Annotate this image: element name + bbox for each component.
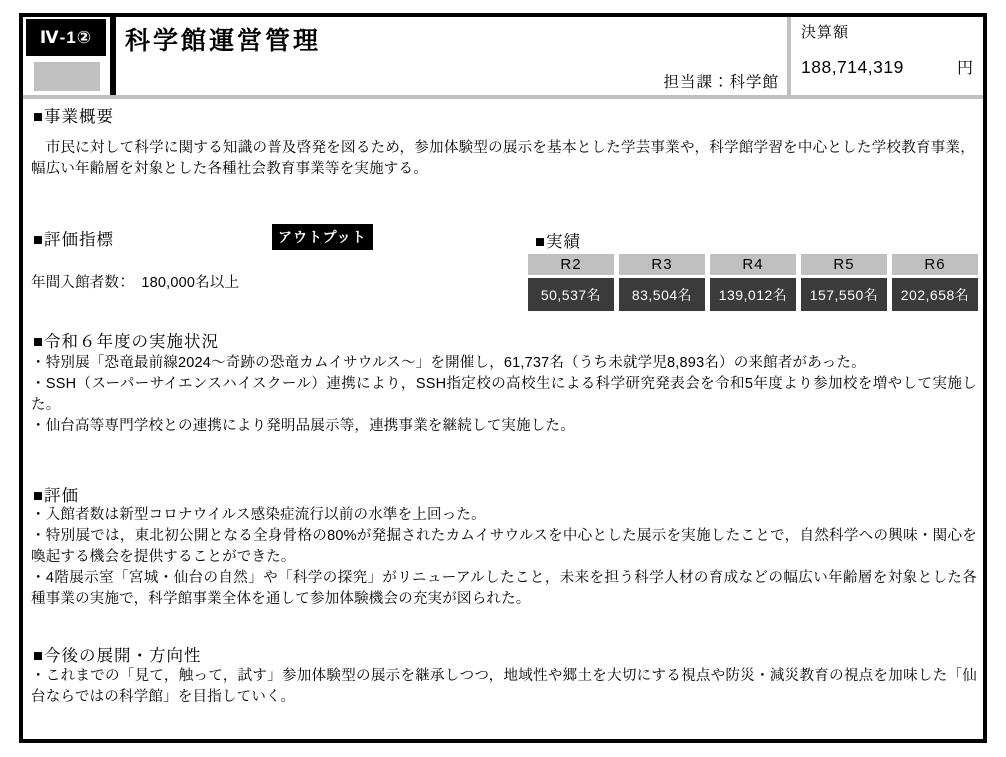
results-value-cell: 83,504名 (619, 278, 705, 311)
budget-label: 決算額 (801, 24, 850, 41)
results-value-cell: 50,537名 (528, 278, 614, 311)
results-table (528, 254, 978, 311)
evaluation-item: ・4階展示室「宮城・仙台の自然」や「科学の探究」がリニューアルしたこと，未来を担う科学人材の育成などの幅広い年齢層を対象とした各種事業の実施で，科学館事業全体を通して参加体験機会の充実が図られた。 (31, 570, 977, 607)
results-column-header: R2 (528, 254, 614, 275)
future-body (31, 666, 977, 708)
indicator-heading: ■評価指標 (33, 231, 114, 249)
report-frame (19, 13, 987, 743)
implementation-item: ・特別展「恐竜最前線2024～奇跡の恐竜カムイサウルス～」を開催し，61,737名（うち未就学児8,893名）の来館者があった。 (31, 355, 866, 371)
future-item: ・これまでの「見て，触って，試す」参加体験型の展示を継承しつつ，地域性や郷土を大切にする視点や防災・減災教育の視点を加味した「仙台ならではの科学館」を目指していく。 (31, 668, 977, 705)
indicator-metric: 年間入館者数： 180,000名以上 (31, 275, 240, 291)
header (23, 17, 983, 99)
budget-amount: 188,714,319 (801, 57, 904, 77)
budget-amount-row (801, 55, 975, 78)
results-column-header: R5 (801, 254, 887, 275)
output-badge: アウトプット (272, 224, 373, 250)
implementation-body (31, 353, 977, 437)
indicator-metric-row (31, 273, 501, 294)
results-value-cell: 157,550名 (801, 278, 887, 311)
results-value-cell: 202,658名 (892, 278, 978, 311)
results-heading: ■実績 (535, 233, 581, 251)
results-value-cell: 139,012名 (710, 278, 796, 311)
header-gray-box (34, 62, 100, 91)
evaluation-item: ・特別展では，東北初公開となる全身骨格の80%が発掘されたカムイサウルスを中心とした展示を実施したことで，自然科学への興味・関心を喚起する機会を提供することができた。 (31, 528, 977, 565)
results-column-header: R3 (619, 254, 705, 275)
overview-body (31, 138, 975, 180)
evaluation-item: ・入館者数は新型コロナウイルス感染症流行以前の水準を上回った。 (31, 507, 486, 523)
evaluation-body (31, 505, 977, 610)
department-label: 担当課：科学館 (663, 74, 779, 91)
implementation-item: ・SSH（スーパーサイエンスハイスクール）連携により，SSH指定校の高校生による科学研究発表会を令和5年度より参加校を増やして実施した。 (31, 376, 977, 413)
overview-paragraph: 市民に対して科学に関する知識の普及啓発を図るため，参加体験型の展示を基本とした学芸事業や，科学館学習を中心とした学校教育事業，幅広い年齢層を対象とした各種社会教育事業等を実施する。 (31, 140, 975, 177)
header-label-column (23, 17, 110, 95)
evaluation-heading: ■評価 (33, 487, 79, 505)
budget-box (787, 17, 983, 95)
future-heading: ■今後の展開・方向性 (33, 647, 202, 665)
section-code-badge: Ⅳ-1② (26, 19, 106, 56)
results-column-header: R6 (892, 254, 978, 275)
implementation-heading: ■令和６年度の実施状況 (33, 333, 219, 351)
title-cell (116, 17, 787, 95)
overview-heading: ■事業概要 (33, 108, 114, 126)
budget-unit: 円 (956, 60, 973, 77)
implementation-item: ・仙台高等専門学校との連携により発明品展示等，連携事業を継続して実施した。 (31, 418, 575, 434)
page-title: 科学館運営管理 (125, 27, 322, 55)
results-column-header: R4 (710, 254, 796, 275)
